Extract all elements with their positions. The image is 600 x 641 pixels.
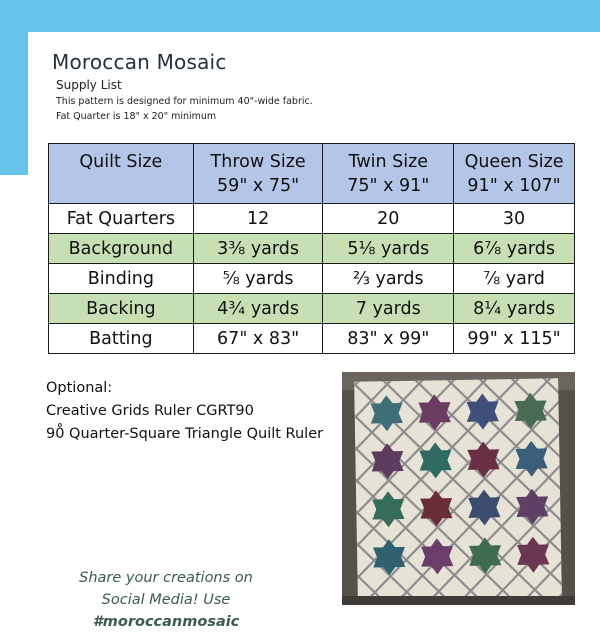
table-row-background <box>49 234 575 264</box>
optional-ruler-name: Creative Grids Ruler CGRT90 <box>46 403 254 419</box>
table-row-backing <box>49 294 575 324</box>
header-throw-dims: 59" x 75" <box>217 175 300 196</box>
row-label: Binding <box>49 264 194 294</box>
cell-twin: 7 yards <box>323 294 454 324</box>
cell-throw: 12 <box>193 204 323 234</box>
header-throw-name: Throw Size <box>210 151 306 172</box>
header-quilt-size: Quilt Size <box>49 144 194 204</box>
cell-throw: 3⅜ yards <box>193 234 323 264</box>
header-queen-size <box>454 144 575 204</box>
table-row-batting <box>49 324 575 354</box>
cell-throw: ⅝ yards <box>193 264 323 294</box>
row-label: Backing <box>49 294 194 324</box>
header-throw-size <box>193 144 323 204</box>
optional-ruler-description: 90̊ Quarter-Square Triangle Quilt Ruler <box>46 426 324 442</box>
cell-queen: 99" x 115" <box>454 324 575 354</box>
row-label: Fat Quarters <box>49 204 194 234</box>
row-label: Background <box>49 234 194 264</box>
row-label: Batting <box>49 324 194 354</box>
optional-heading: Optional: <box>46 380 113 396</box>
quilt-photo <box>342 372 575 605</box>
cell-twin: 83" x 99" <box>323 324 454 354</box>
cell-queen: ⅞ yard <box>454 264 575 294</box>
quilt-photo-graphic <box>342 372 575 605</box>
header-twin-name: Twin Size <box>348 151 429 172</box>
table-header-row <box>49 144 575 204</box>
header-twin-size <box>323 144 454 204</box>
header-queen-dims: 91" x 107" <box>467 175 561 196</box>
cell-twin: 20 <box>323 204 454 234</box>
fat-quarter-note: Fat Quarter is 18" x 20" minimum <box>56 111 217 122</box>
share-hashtag: #moroccanmosaic <box>92 614 240 630</box>
cell-twin: 5⅛ yards <box>323 234 454 264</box>
table-row-binding <box>49 264 575 294</box>
cell-queen: 6⅞ yards <box>454 234 575 264</box>
share-text-line-2: Social Media! Use <box>101 592 231 608</box>
page-title: Moroccan Mosaic <box>52 50 227 74</box>
header-queen-name: Queen Size <box>464 151 564 172</box>
supply-table <box>48 143 575 354</box>
cell-throw: 67" x 83" <box>193 324 323 354</box>
cell-queen: 8¼ yards <box>454 294 575 324</box>
page-subtitle: Supply List <box>56 78 122 92</box>
header-twin-dims: 75" x 91" <box>347 175 430 196</box>
share-text-line-1: Share your creations on <box>79 570 253 586</box>
table-row-fat-quarters <box>49 204 575 234</box>
cell-queen: 30 <box>454 204 575 234</box>
cell-twin: ⅔ yards <box>323 264 454 294</box>
fabric-width-note: This pattern is designed for minimum 40"-wide fabric. <box>56 96 313 107</box>
cell-throw: 4¾ yards <box>193 294 323 324</box>
